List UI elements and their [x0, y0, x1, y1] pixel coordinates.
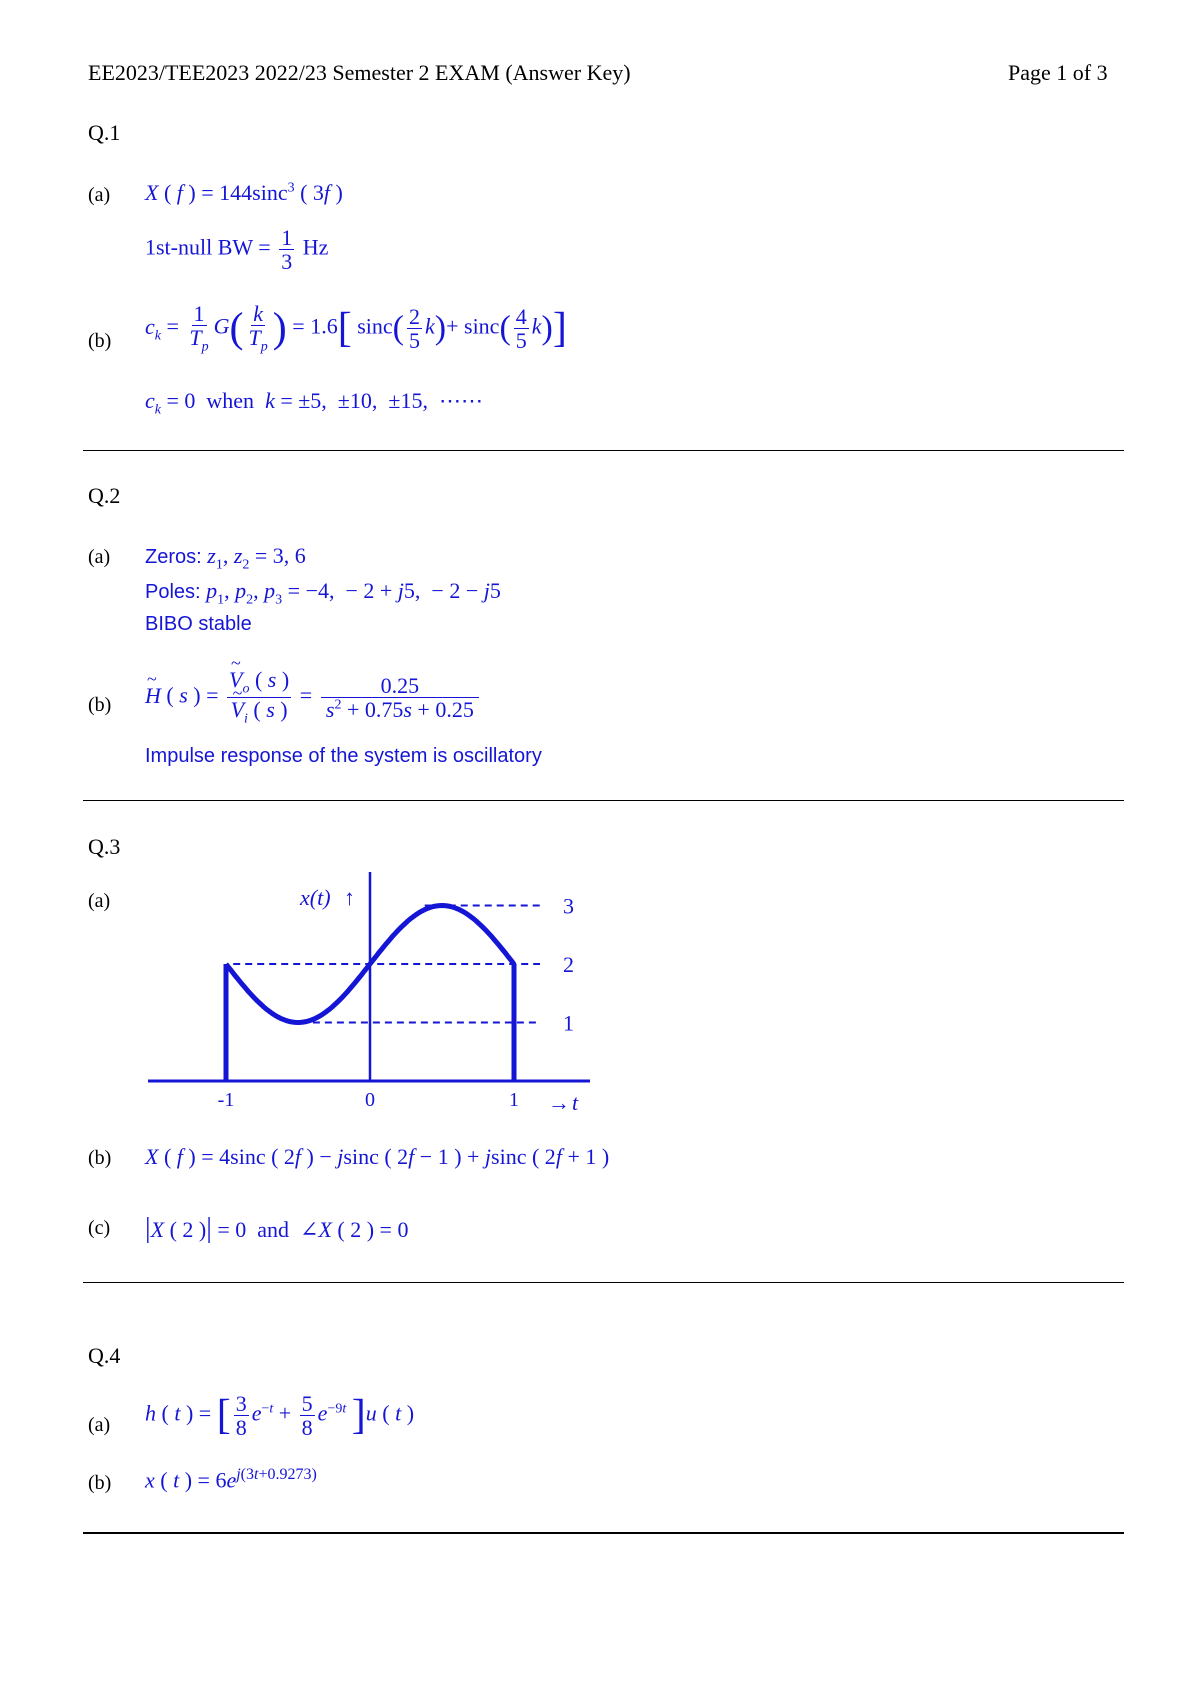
q3c-label: (c) — [88, 1217, 111, 1239]
q2a-zeros-label: Zeros: — [145, 546, 202, 568]
q2a-label: (a) — [88, 546, 111, 568]
q4a-impulse-response: h ( t ) = [ $\frac{3}{8}$ $e^{-t}$ + $\frac{5}{8}$ $e^{-9t}$ ]u ( t ) — [145, 1391, 415, 1441]
x-tick-label: 0 — [365, 1089, 375, 1111]
y-axis-label: x(t) — [300, 885, 331, 910]
x-tick-label: 1 — [509, 1089, 519, 1111]
x-tick-label: -1 — [217, 1089, 235, 1111]
q1a-bandwidth-prefix: 1st-null BW = — [145, 234, 271, 260]
q2a-stability: BIBO stable — [145, 613, 252, 635]
q1a-label: (a) — [88, 184, 111, 206]
question-2-label: Q.2 — [88, 483, 121, 508]
q4b-label: (b) — [88, 1472, 112, 1494]
q1a-bw-numerator: 1 — [281, 225, 293, 250]
q3b-spectrum-equation: X ( f ) = 4sinc ( 2f ) − jsinc ( 2f − 1 ) + jsinc ( 2f + 1 ) — [145, 1144, 610, 1169]
q1b-fourier-coefficient: $c_k$ = $\frac{1}{T_p}$ G( $\frac{k}{T_p}$ ) = 1.6[ sinc( $\frac{2}{5}$ k)+ sinc( $\frac{4}{5}$ k)] — [145, 301, 567, 355]
q1b-zero-coefficients: $c_k = 0$ when k = ±5, ±10, ±15, ⋯⋯ — [145, 388, 483, 418]
q2b-numerator: 0.25 — [321, 674, 480, 698]
q1a-bw-denominator: 3 — [281, 249, 293, 275]
q2b-label: (b) — [88, 694, 112, 716]
question-3-label: Q.3 — [88, 834, 121, 859]
y-axis-arrow: ↑ — [344, 885, 355, 910]
q1b-when-word: when — [206, 388, 255, 413]
q3c-and-word: and — [257, 1217, 290, 1242]
q1a-spectrum-equation: X ( f ) = 144sinc$^3$ ( 3f ) — [145, 180, 343, 205]
q3a-label: (a) — [88, 890, 111, 912]
q3c-magnitude-phase: |X ( 2 )| = 0 and ∠X ( 2 ) = 0 — [145, 1213, 409, 1244]
divider-3 — [83, 1282, 1124, 1283]
x-axis-label: → — [548, 1090, 570, 1115]
page-number: Page 1 of 3 — [1008, 60, 1108, 85]
q1b-label: (b) — [88, 330, 112, 352]
q2b-note: Impulse response of the system is oscillatory — [145, 745, 542, 767]
exam-title: EE2023/TEE2023 2022/23 Semester 2 EXAM (Answer Key) — [88, 60, 631, 85]
q2b-transfer-function: ~ H ( s ) = ~ $V_o$ ( s ) ~ $V_i$ ( s ) = $\frac{0.25}{s^2 + 0.75s + 0.25}$ — [145, 668, 482, 727]
q2a-poles: Poles: $p_1$, $p_2$, $p_3 = -4$, − 2 + j5, − 2 − j5 — [145, 578, 501, 608]
divider-4 — [83, 1532, 1124, 1534]
q1a-bw-unit: Hz — [302, 234, 329, 260]
q2a-zeros: Zeros: $z_1$, $z_2 = 3$, 6 — [145, 543, 306, 573]
plot-layer — [148, 872, 590, 1115]
reference-label-2: 2 — [563, 952, 574, 977]
question-4-label: Q.4 — [88, 1343, 121, 1368]
question-1-label: Q.1 — [88, 120, 121, 145]
q4b-input-signal: x ( t ) = $6e^{j(3t+0.9273)}$ — [145, 1466, 317, 1493]
q3b-label: (b) — [88, 1147, 112, 1169]
q4a-label: (a) — [88, 1414, 111, 1436]
reference-label-3: 3 — [563, 893, 574, 919]
x-axis-variable: t — [572, 1090, 579, 1115]
reference-label-1: 1 — [563, 1010, 574, 1036]
q2a-poles-label: Poles: — [145, 581, 201, 603]
